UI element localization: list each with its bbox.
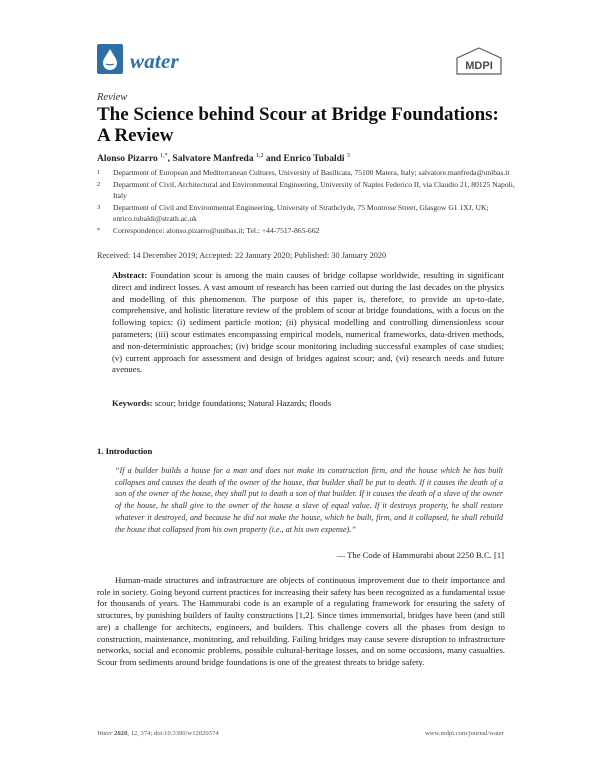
footer-url[interactable]: www.mdpi.com/journal/water bbox=[424, 730, 504, 737]
epigraph-quote: “If a builder builds a house for a man and does not make its construction firm, and the house which he has built collapses and causes the death of the owner of the house, that builder shall be put to death. If it causes the death of a son of the owner of the house, they shall put to death a son of that builder. If it causes the death of a slave of the owner of the house, he shall give to the owner of the house a slave of equal value. If it destroys property, he shall restore whatever it destroyed, and because he did not make the house, which he built, firm, and it collapsed, he shall rebuild the house that collapsed from his own property (i.e., at his own expense).” bbox=[115, 466, 503, 534]
footer-citation bbox=[97, 730, 219, 737]
affiliation-item bbox=[97, 202, 517, 225]
affiliations bbox=[97, 167, 517, 236]
author-marks: 1,* bbox=[160, 153, 168, 159]
article-type: Review bbox=[97, 92, 128, 103]
author-marks: 1,2 bbox=[255, 153, 264, 159]
affiliation-text: Department of Civil, Architectural and Environmental Engineering, University of Naples Federico II, via Claudio 21, 80125 Napoli, Italy bbox=[113, 179, 515, 200]
publication-dates: Received: 14 December 2019; Accepted: 22 January 2020; Published: 30 January 2020 bbox=[97, 251, 387, 260]
quote-source: — The Code of Hammurabi about 2250 B.C. [1] bbox=[336, 550, 504, 560]
author-name[interactable]: Salvatore Manfreda bbox=[172, 154, 254, 165]
author-separator: , bbox=[167, 154, 173, 165]
publisher-name: MDPI bbox=[465, 60, 493, 72]
author-name[interactable]: Alonso Pizarro bbox=[97, 154, 158, 165]
journal-name: water bbox=[130, 49, 179, 73]
water-logo-icon bbox=[97, 44, 123, 74]
title-line: The Science behind Scour at Bridge Foundations: bbox=[97, 104, 499, 125]
footer-doi: , 12, 374; doi:10.3390/w12020374 bbox=[127, 730, 219, 737]
article-title bbox=[97, 104, 517, 146]
abstract bbox=[112, 270, 504, 376]
affiliation-text: Department of Civil and Environmental Engineering, University of Strathclyde, 75 Montrose Street, Glasgow G1 1XJ, UK; enrico.tubaldi@strath.ac.uk bbox=[113, 202, 489, 223]
affiliation-mark: 3 bbox=[97, 203, 101, 211]
body-paragraph: Human-made structures and infrastructure are objects of continuous improvement due to their importance and role in society. Going beyond current practices for increasing their safety has been recognized as a fundamental issue for thousands of years. The Hammurabi code is an example of a regulating framework for ensuring the safety of structures, by punishing builders of faulty constructions [1,2]. Since times immemorial, bridges have been (and still are) a challenge for architects, engineers, and builders. This challenge covers all the phases from design to construction, maintenance, monitoring, and rebuilding. Failing bridges may cause severe disruption to infrastructure networks, social and economic problems, possible cultural-heritage losses, and on some occasions, many casualties. Scour from sediments around bridge foundations is one of the greatest threats to bridge safety. bbox=[97, 575, 505, 667]
correspondence-text: Correspondence: alonso.pizarro@unibas.it; Tel.: +44-7517-865-662 bbox=[113, 225, 320, 235]
keywords-label: Keywords: bbox=[112, 398, 153, 408]
abstract-text: Foundation scour is among the main causes of bridge collapse worldwide, resulting in significant direct and indirect losses. A vast amount of research has been carried out during the last decades on the physics and modelling of this phenomenon. The purpose of this paper is, therefore, to provide an up-to-date, comprehensive, and holistic literature review of the problem of scour at bridge foundations, with a focus on the following topics: (i) sediment particle motion; (ii) physical modelling and controlling dimensionless scour parameters; (iii) scour estimates encompassing empirical models, numerical frameworks, data-driven methods, and non-deterministic approaches; (iv) bridge scour monitoring including successful examples of case studies; (v) current approach for assessment and design of bridges against scour; and, (vi) research needs and future avenues. bbox=[112, 270, 504, 375]
author-separator: and bbox=[263, 154, 284, 165]
affiliation-text: Department of European and Mediterranean Cultures, University of Basilicata, 75100 Matera, Italy; salvatore.manfreda@unibas.it bbox=[113, 168, 510, 177]
author-marks: 3 bbox=[346, 153, 350, 159]
affiliation-mark: * bbox=[97, 226, 101, 234]
affiliation-mark: 1 bbox=[97, 169, 101, 176]
keywords-text: scour; bridge foundations; Natural Hazards; floods bbox=[154, 398, 332, 408]
footer-journal: Water bbox=[97, 730, 113, 737]
title-line: A Review bbox=[97, 125, 174, 146]
affiliation-item bbox=[97, 225, 517, 237]
mdpi-logo bbox=[456, 47, 502, 77]
affiliation-item bbox=[97, 167, 517, 179]
section-heading: 1. Introduction bbox=[97, 446, 153, 456]
footer-year: 2020 bbox=[114, 730, 128, 737]
author-list bbox=[97, 153, 350, 164]
keywords bbox=[112, 398, 331, 408]
author-name[interactable]: Enrico Tubaldi bbox=[283, 154, 345, 165]
affiliation-item bbox=[97, 179, 517, 202]
abstract-label: Abstract: bbox=[112, 270, 148, 280]
affiliation-mark: 2 bbox=[97, 180, 101, 188]
